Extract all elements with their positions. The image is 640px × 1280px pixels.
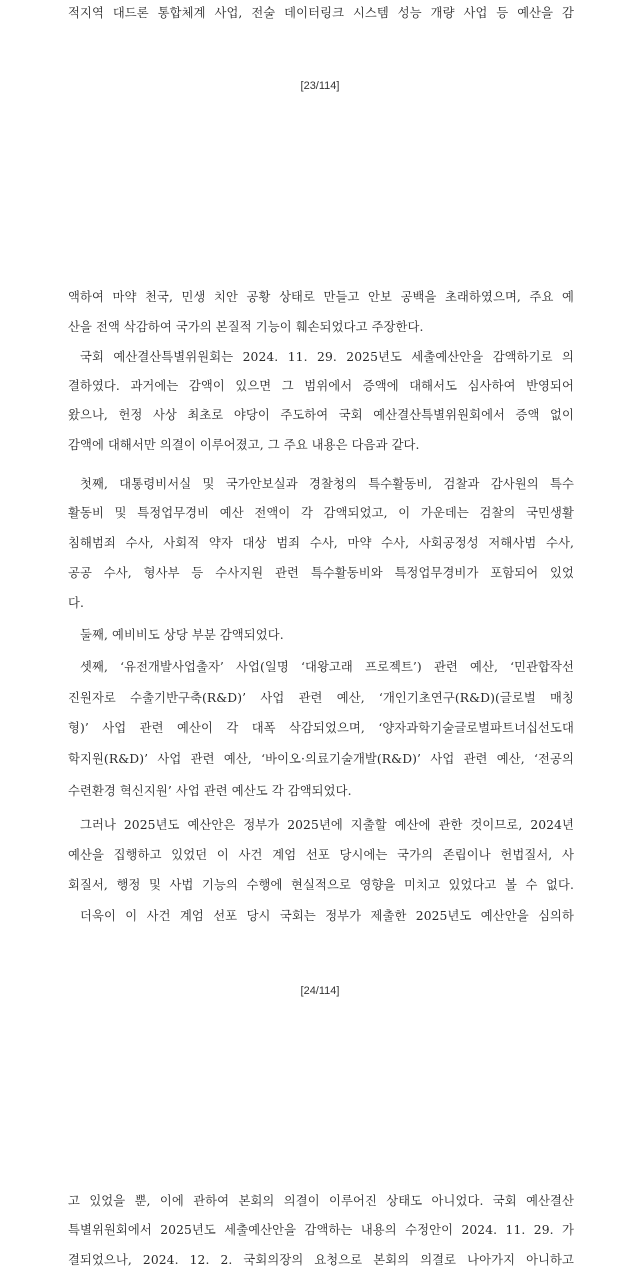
text-line: 왔으나, 헌정 사상 최초로 야당이 주도하여 국회 예산결산특별위원회에서 증액 없이	[68, 408, 574, 422]
text-line: 공공 수사, 형사부 등 수사지원 관련 특수활동비와 특정업무경비가 포함되어 있었	[68, 566, 574, 580]
text-line: 활동비 및 특정업무경비 예산 전액이 각 감액되었고, 이 가운데는 검찰의 국민생활	[68, 506, 574, 520]
page-marker: [23/114]	[300, 80, 340, 92]
text-line: 액하여 마약 천국, 민생 치안 공황 상태로 만들고 안보 공백을 초래하였으며, 주요 예	[68, 290, 574, 304]
text-line: 더욱이 이 사건 계엄 선포 당시 국회는 정부가 제출한 2025년도 예산안을 심의하	[80, 909, 574, 923]
text-line: 예산을 집행하고 있었던 이 사건 계엄 선포 당시에는 국가의 존립이나 헌법질서, 사	[68, 848, 574, 862]
text-line: 결되었으나, 2024. 12. 2. 국회의장의 요청으로 본회의 의결로 나아가지 아니하고	[68, 1253, 574, 1267]
text-line: 수련환경 혁신지원’ 사업 관련 예산도 각 감액되었다.	[68, 784, 352, 798]
text-line: 회질서, 행정 및 사법 기능의 수행에 현실적으로 영향을 미치고 있었다고 볼 수 없다.	[68, 878, 574, 892]
text-line: 특별위원회에서 2025년도 세출예산안을 감액하는 내용의 수정안이 2024. 11. 29. 가	[68, 1223, 574, 1237]
text-line: 셋째, ‘유전개발사업출자’ 사업(일명 ‘대왕고래 프로젝트’) 관련 예산, ‘민관합작선	[80, 660, 574, 674]
text-line: 다.	[68, 596, 84, 610]
text-line: 고 있었을 뿐, 이에 관하여 본회의 의결이 이루어진 상태도 아니었다. 국회 예산결산	[68, 1194, 574, 1208]
text-line: 학지원(R&D)’ 사업 관련 예산, ‘바이오·의료기술개발(R&D)’ 사업 관련 예산, ‘전공의	[68, 752, 574, 766]
text-line: 둘째, 예비비도 상당 부분 감액되었다.	[80, 628, 284, 642]
text-line: 산을 전액 삭감하여 국가의 본질적 기능이 훼손되었다고 주장한다.	[68, 320, 424, 334]
text-line: 그러나 2025년도 예산안은 정부가 2025년에 지출할 예산에 관한 것이므로, 2024년	[80, 818, 574, 832]
text-line: 국회 예산결산특별위원회는 2024. 11. 29. 2025년도 세출예산안을 감액하기로 의	[80, 350, 574, 364]
text-line: 결하였다. 과거에는 감액이 있으면 그 범위에서 증액에 대해서도 심사하여 반영되어	[68, 379, 574, 393]
page-marker: [24/114]	[300, 985, 340, 997]
text-line: 진원자로 수출기반구축(R&D)’ 사업 관련 예산, ‘개인기초연구(R&D)(글로벌 매칭	[68, 691, 574, 705]
text-line: 침해범죄 수사, 사회적 약자 대상 범죄 수사, 마약 수사, 사회공정성 저해사범 수사,	[68, 536, 574, 550]
text-line: 감액에 대해서만 의결이 이루어졌고, 그 주요 내용은 다음과 같다.	[68, 438, 420, 452]
text-line: 첫째, 대통령비서실 및 국가안보실과 경찰청의 특수활동비, 검찰과 감사원의 특수	[80, 477, 574, 491]
text-line: 적지역 대드론 통합체계 사업, 전술 데이터링크 시스템 성능 개량 사업 등 예산을 감	[68, 6, 574, 20]
text-line: 형)’ 사업 관련 예산이 각 대폭 삭감되었으며, ‘양자과학기술글로벌파트너십선도대	[68, 721, 574, 735]
